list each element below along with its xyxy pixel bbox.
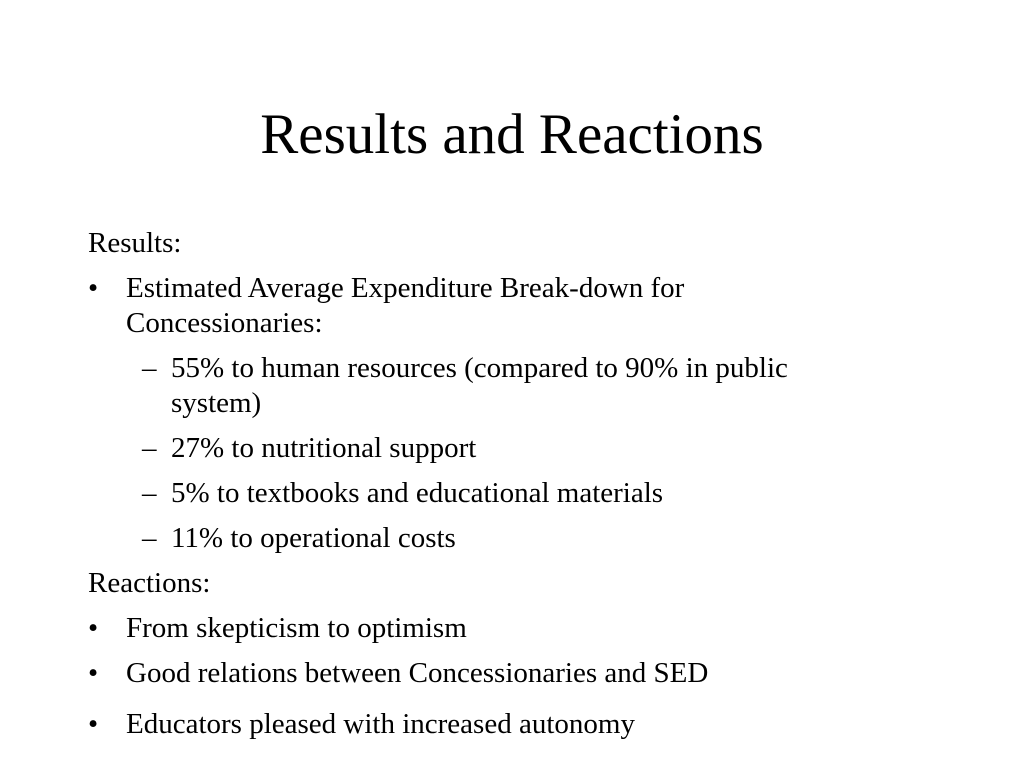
dash-marker: – [142,522,157,554]
bullet-marker: • [88,708,99,740]
results-bullet-text-line2: Concessionaries: [126,307,323,339]
reactions-bullet-skepticism [88,611,928,646]
results-heading: Results: [88,227,182,259]
bullet-marker: • [88,272,99,304]
sub-item-nutritional-support [142,431,928,466]
reactions-bullet-text: Good relations between Concessionaries and SED [126,657,709,689]
dash-marker: – [142,352,157,384]
slide-title: Results and Reactions [260,103,764,166]
results-bullet [88,271,928,341]
reactions-bullet-autonomy [88,707,928,742]
bullet-marker: • [88,612,99,644]
reactions-bullet-text: Educators pleased with increased autonomy [126,708,635,740]
sub-item-text: 27% to nutritional support [171,432,477,464]
sub-item-text: 5% to textbooks and educational materials [171,477,664,509]
bullet-marker: • [88,657,99,689]
slide-body [88,226,928,752]
sub-item-operational-costs [142,521,928,556]
dash-marker: – [142,477,157,509]
sub-item-textbooks [142,476,928,511]
sub-item-text: 11% to operational costs [171,522,456,554]
results-bullet-text-line1: Estimated Average Expenditure Break-down for [126,272,685,304]
sub-item-text-line2: system) [171,387,262,419]
reactions-bullet-text: From skepticism to optimism [126,612,467,644]
reactions-heading: Reactions: [88,567,211,599]
sub-item-text-line1: 55% to human resources (compared to 90% in public [171,352,788,384]
sub-item-human-resources [142,351,928,421]
reactions-bullet-relations [88,656,928,691]
dash-marker: – [142,432,157,464]
